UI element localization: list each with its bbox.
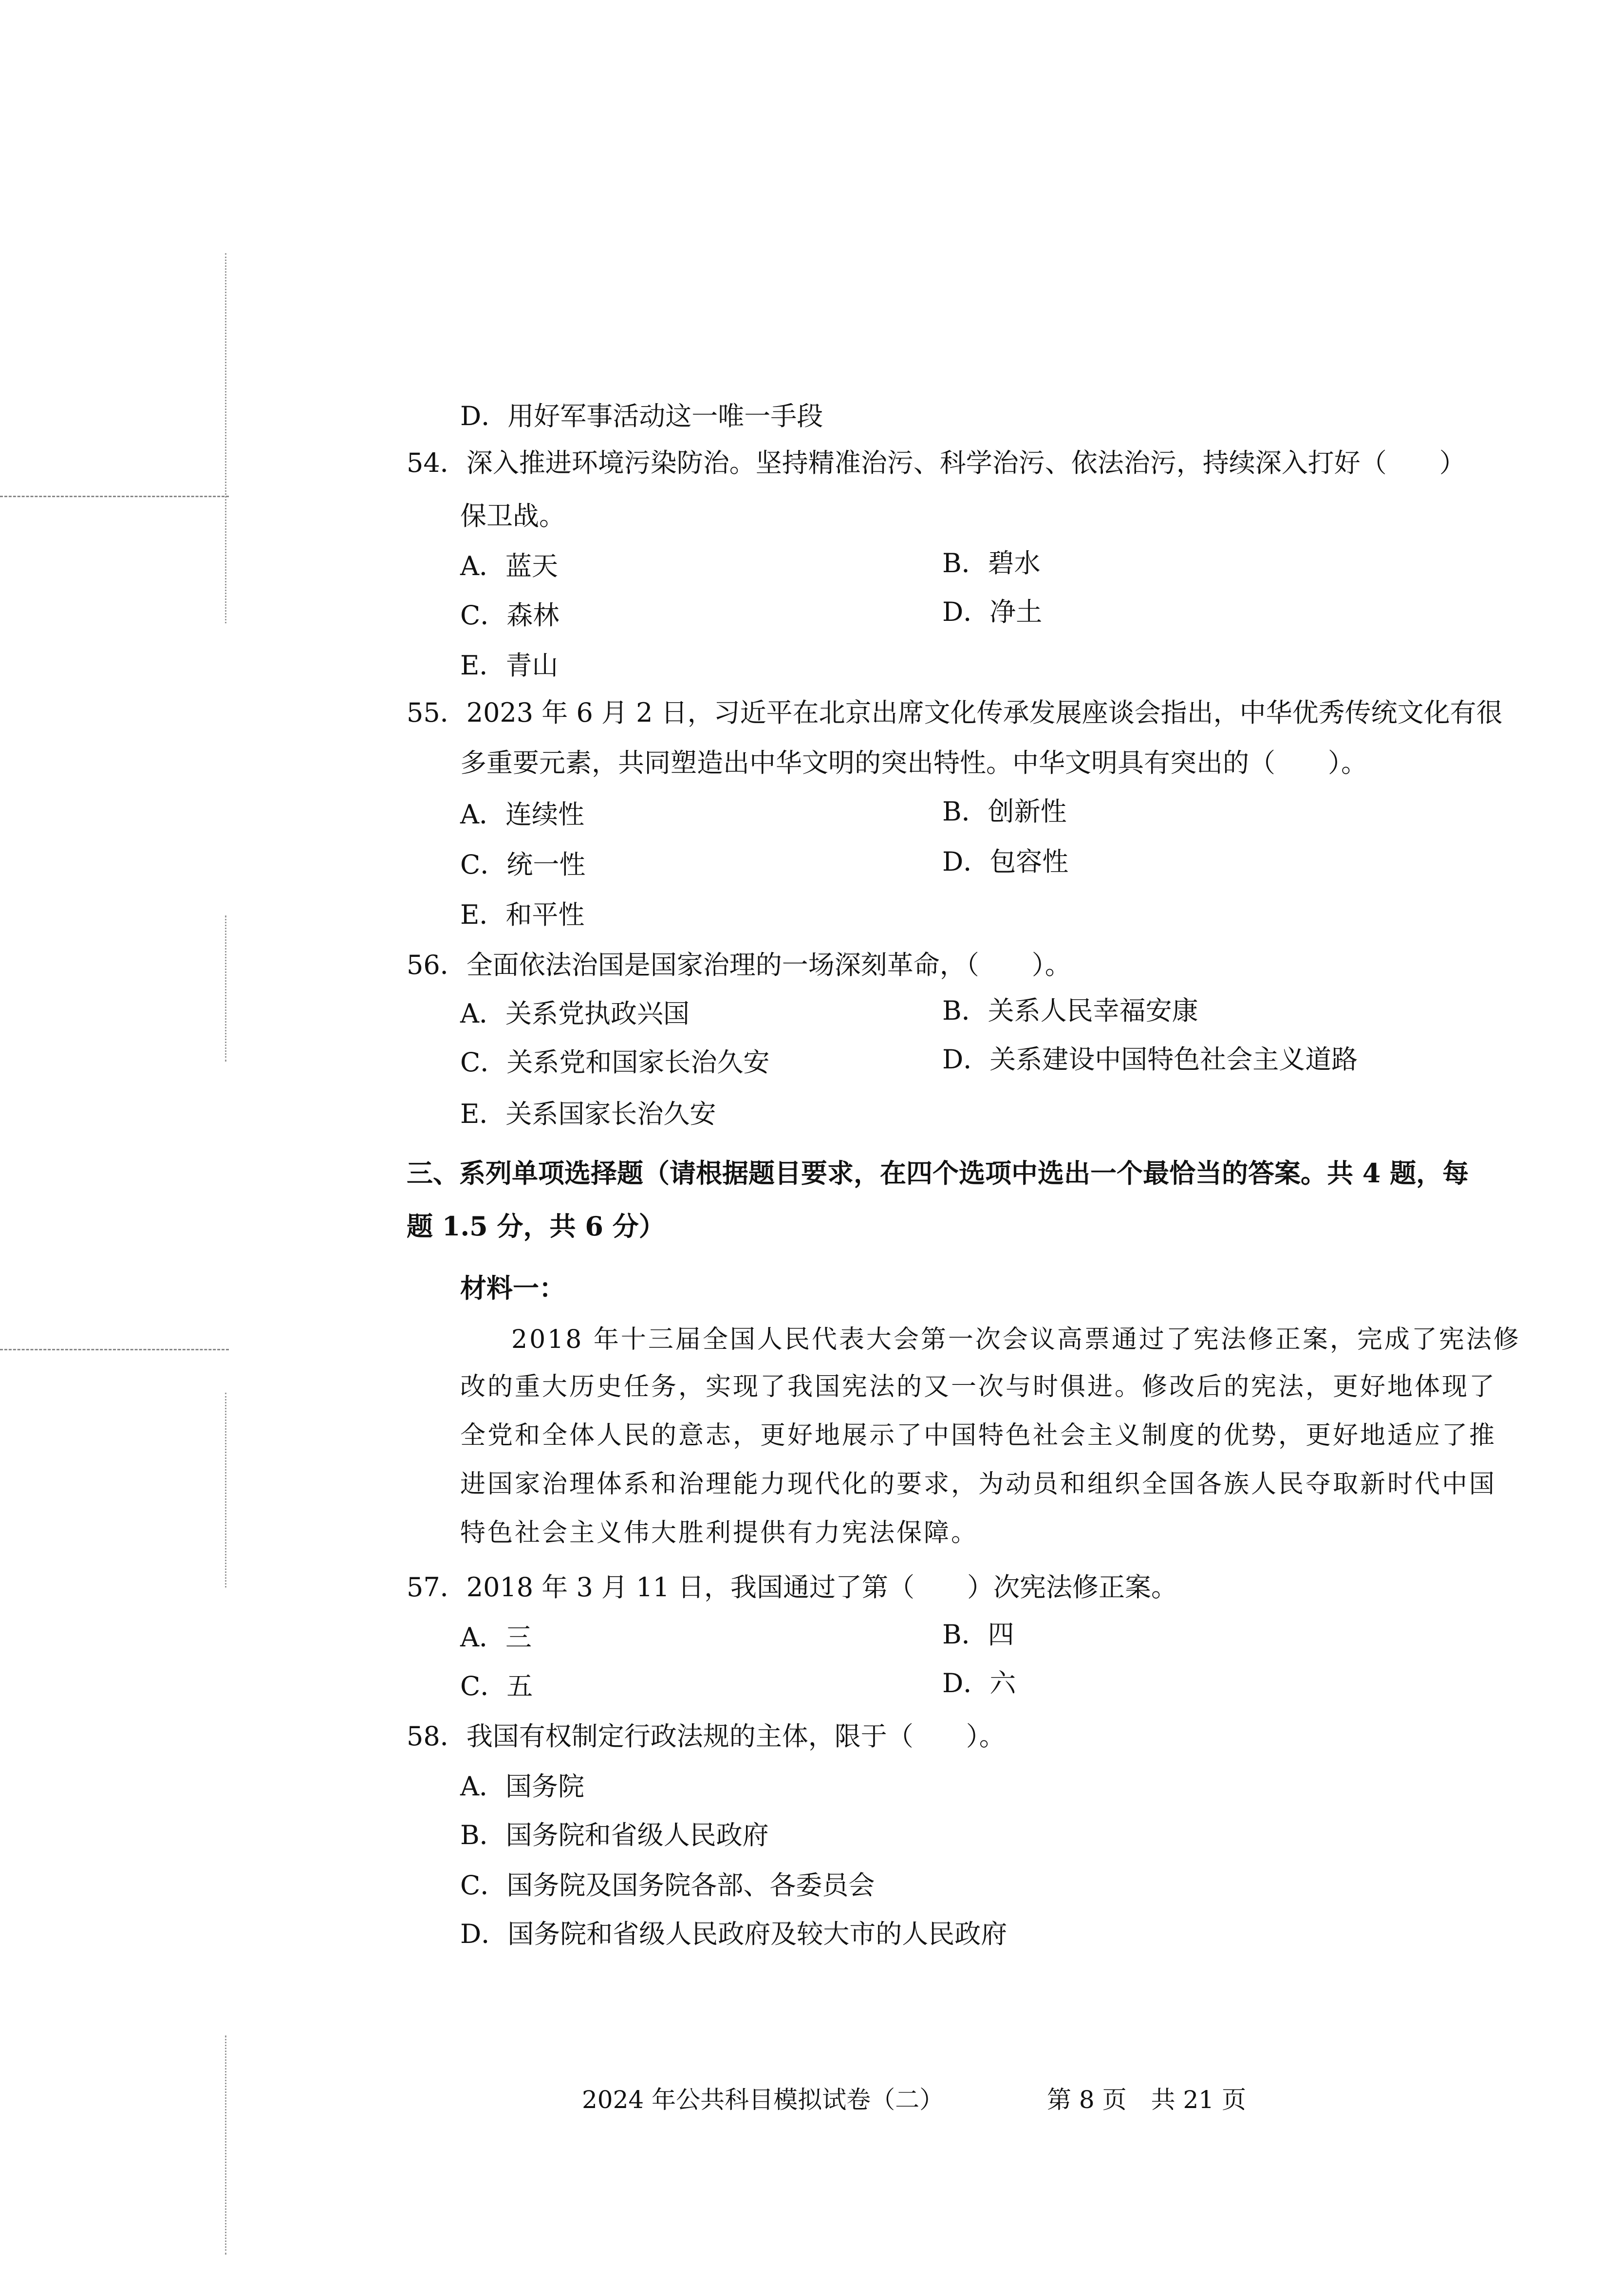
q55-option-e: E．和平性: [460, 899, 585, 930]
footer-page-number: 第 8 页 共 21 页: [1047, 2086, 1247, 2114]
q57-option-b: B．四: [942, 1619, 1014, 1650]
q55-option-c: C．统一性: [460, 849, 586, 880]
footer-exam-title: 2024 年公共科目模拟试卷（二）: [582, 2086, 944, 2114]
q56-option-c: C．关系党和国家长治久安: [460, 1047, 770, 1078]
q56-option-e: E．关系国家长治久安: [460, 1099, 716, 1129]
q56-option-a: A．关系党执政兴国: [460, 998, 690, 1029]
q57-option-c: C．五: [460, 1671, 533, 1701]
q55-option-a: A．连续性: [460, 799, 584, 830]
q54-stem-cont: 保卫战。: [460, 501, 565, 531]
q56-option-b: B．关系人民幸福安康: [942, 995, 1198, 1026]
cut-line: [0, 496, 229, 497]
q57-option-d: D．六: [942, 1668, 1016, 1699]
q54-option-d: D．净土: [942, 597, 1043, 627]
q54-option-a: A．蓝天: [460, 551, 558, 581]
q58-option-b: B．国务院和省级人民政府: [460, 1820, 769, 1850]
q55-stem-cont: 多重要元素，共同塑造出中华文明的突出特性。中华文明具有突出的（ ）。: [460, 747, 1367, 778]
q55-stem: 55．2023 年 6 月 2 日，习近平在北京出席文化传承发展座谈会指出，中华优秀传统文化有很: [407, 697, 1503, 728]
section-3-title: 三、系列单项选择题（请根据题目要求，在四个选项中选出一个最恰当的答案。共 4 题，每: [407, 1157, 1469, 1189]
q54-option-c: C．森林: [460, 600, 560, 631]
material-1-label: 材料一：: [460, 1272, 565, 1304]
q58-stem: 58．我国有权制定行政法规的主体，限于（ ）。: [407, 1721, 1006, 1752]
q58-option-a: A．国务院: [460, 1771, 584, 1802]
material-1-line: 全党和全体人民的意志，更好地展示了中国特色社会主义制度的优势，更好地适应了推: [460, 1421, 1497, 1450]
q58-option-d: D．国务院和省级人民政府及较大市的人民政府: [460, 1919, 1007, 1949]
q57-option-a: A．三: [460, 1622, 532, 1653]
q57-stem: 57．2018 年 3 月 11 日，我国通过了第（ ）次宪法修正案。: [407, 1572, 1178, 1603]
q53-option-d: D．用好军事活动这一唯一手段: [460, 401, 823, 431]
q55-option-d: D．包容性: [942, 846, 1069, 877]
binding-margin-line: [225, 915, 226, 1062]
material-1-line: 进国家治理体系和治理能力现代化的要求，为动员和组织全国各族人民夺取新时代中国: [460, 1470, 1497, 1499]
q54-option-e: E．青山: [460, 650, 559, 681]
section-3-title-cont: 题 1.5 分，共 6 分）: [407, 1211, 665, 1242]
material-1-line: 改的重大历史任务，实现了我国宪法的又一次与时俱进。修改后的宪法，更好地体现了: [460, 1372, 1497, 1401]
q55-option-b: B．创新性: [942, 796, 1067, 827]
q58-option-c: C．国务院及国务院各部、各委员会: [460, 1870, 875, 1901]
q56-stem: 56．全面依法治国是国家治理的一场深刻革命，（ ）。: [407, 950, 1071, 980]
binding-margin-line: [225, 1393, 226, 1587]
cut-line: [0, 1349, 229, 1350]
material-1-line: 特色社会主义伟大胜利提供有力宪法保障。: [460, 1518, 979, 1548]
q54-option-b: B．碧水: [942, 548, 1041, 579]
q56-option-d: D．关系建设中国特色社会主义道路: [942, 1044, 1358, 1075]
binding-margin-line: [225, 253, 226, 623]
binding-margin-line: [225, 2035, 226, 2255]
material-1-line: 2018 年十三届全国人民代表大会第一次会议高票通过了宪法修正案，完成了宪法修: [511, 1325, 1521, 1354]
q54-stem: 54．深入推进环境污染防治。坚持精准治污、科学治污、依法治污，持续深入打好（ ）: [407, 448, 1466, 478]
